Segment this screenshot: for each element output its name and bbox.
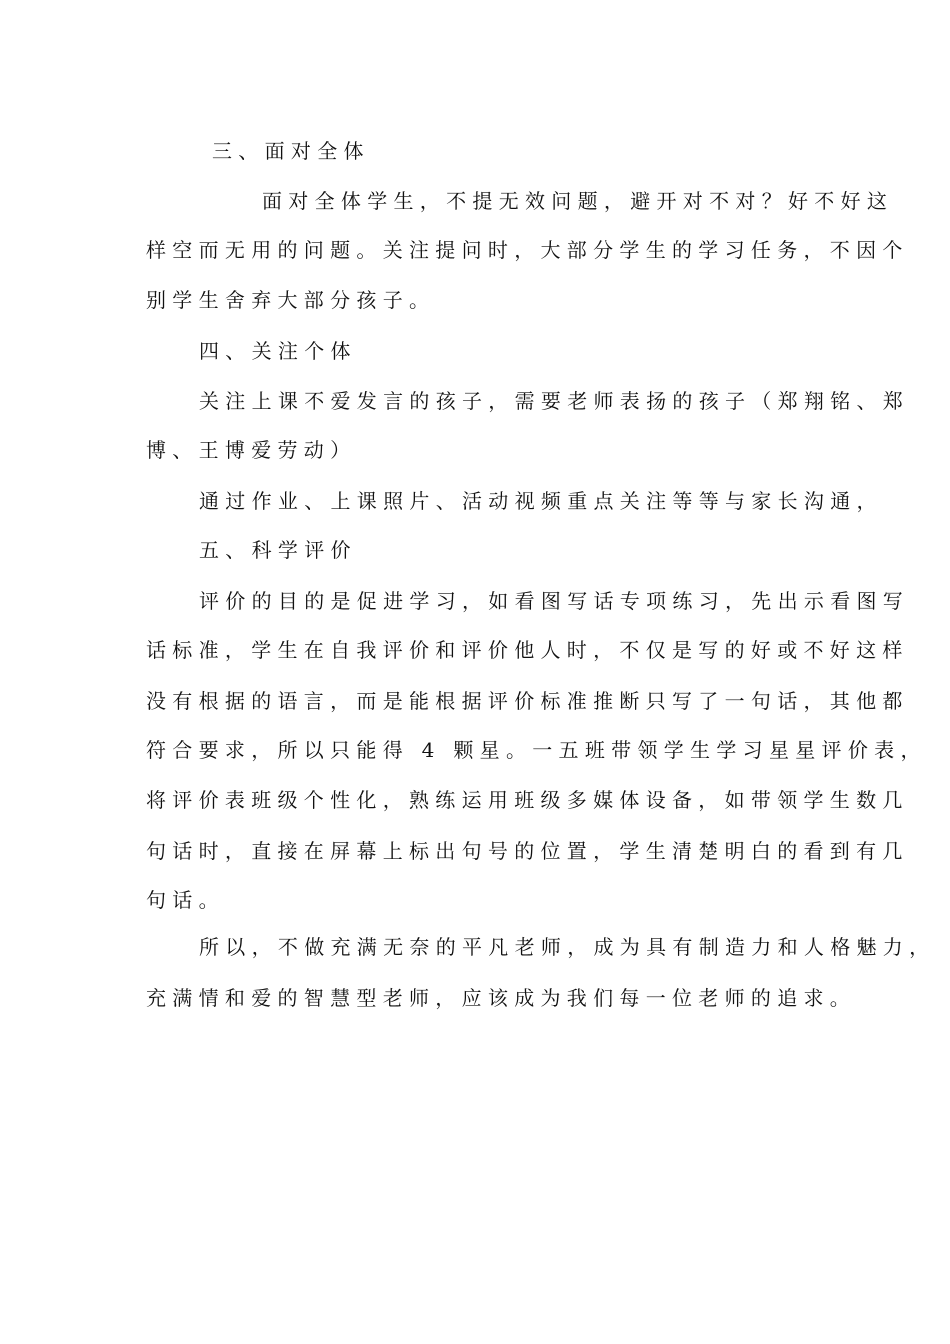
- section-heading: 五、科学评价: [199, 538, 357, 562]
- paragraph-line: 句话。: [146, 888, 225, 912]
- paragraph-line: 面对全体学生，不提无效问题，避开对不对？好不好这: [262, 189, 894, 213]
- paragraph-line: 关注上课不爱发言的孩子，需要老师表扬的孩子（郑翔铭、郑: [199, 389, 910, 413]
- paragraph-line: 别学生舍弃大部分孩子。: [146, 288, 436, 312]
- paragraph-line: 将评价表班级个性化，熟练运用班级多媒体设备，如带领学生数几: [146, 788, 909, 812]
- conclusion-line: 所以，不做充满无奈的平凡老师，成为具有制造力和人格魅力，: [199, 935, 936, 959]
- paragraph-line: 样空而无用的问题。关注提问时，大部分学生的学习任务，不因个: [146, 238, 909, 262]
- paragraph-line: 话标准，学生在自我评价和评价他人时，不仅是写的好或不好这样: [146, 638, 909, 662]
- paragraph-line: 评价的目的是促进学习，如看图写话专项练习，先出示看图写: [199, 589, 910, 613]
- section-heading: 三、面对全体: [212, 139, 370, 163]
- conclusion-line: 充满情和爱的智慧型老师，应该成为我们每一位老师的追求。: [146, 986, 857, 1010]
- paragraph-line: 句话时，直接在屏幕上标出句号的位置，学生清楚明白的看到有几: [146, 839, 909, 863]
- paragraph-line: 符合要求，所以只能得 4 颗星。一五班带领学生学习星星评价表，: [146, 738, 927, 762]
- paragraph-line: 博、王博爱劳动）: [146, 438, 357, 462]
- paragraph-line: 通过作业、上课照片、活动视频重点关注等等与家长沟通，: [199, 489, 883, 513]
- section-heading: 四、关注个体: [199, 339, 357, 363]
- paragraph-line: 没有根据的语言，而是能根据评价标准推断只写了一句话，其他都: [146, 689, 909, 713]
